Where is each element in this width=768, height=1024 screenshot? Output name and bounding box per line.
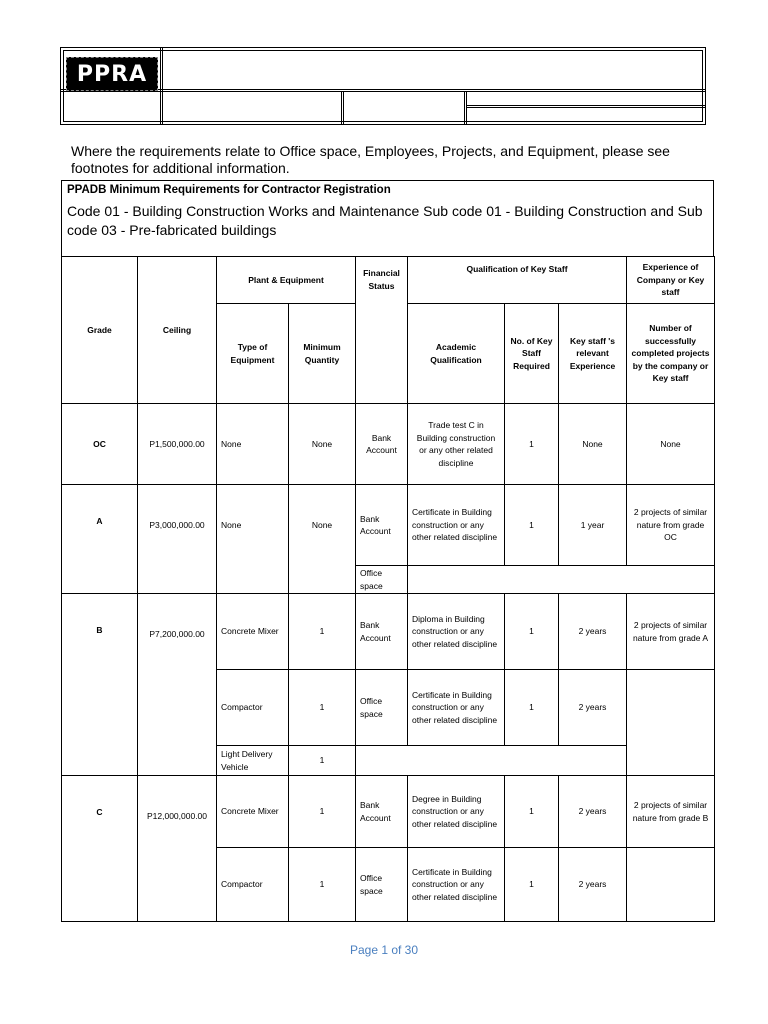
col-header-academic: Academic Qualification [408, 304, 505, 404]
col-header-financial: Financial Status [356, 257, 408, 404]
col-header-ceiling: Ceiling [138, 257, 217, 404]
ppra-logo: PPRA [66, 57, 158, 91]
col-header-type-equipment: Type of Equipment [217, 304, 289, 404]
academic-cell: Certificate in Building construction or any other related discipline [408, 485, 505, 566]
table-subtitle: Code 01 - Building Construction Works and Maintenance Sub code 01 - Building Construction and Sub code 03 - Pre-fabricated buildings [67, 203, 703, 238]
grade-cell: B [62, 594, 138, 776]
empty-cell [356, 746, 627, 776]
quantity-cell: 1 [289, 776, 356, 848]
financial-cell: Bank Account [356, 594, 408, 670]
col-header-qualification: Qualification of Key Staff [408, 257, 627, 304]
table-row-b [62, 594, 715, 670]
financial-cell: Bank Account [356, 776, 408, 848]
financial-cell: Office space [356, 848, 408, 922]
equipment-cell: None [217, 485, 289, 594]
financial-cell: Office space [356, 670, 408, 746]
equipment-cell: Compactor [217, 670, 289, 746]
col-header-no-staff: No. of Key Staff Required [505, 304, 559, 404]
projects-cell: 2 projects of similar nature from grade B [627, 776, 715, 848]
staff-cell: 1 [505, 404, 559, 485]
academic-cell: Trade test C in Building construction or any other related discipline [408, 404, 505, 485]
projects-cell: 2 projects of similar nature from grade A [627, 594, 715, 670]
financial-cell: Bank Account [356, 485, 408, 566]
staff-cell: 1 [505, 485, 559, 566]
col-header-grade: Grade [62, 257, 138, 404]
ceiling-cell: P1,500,000.00 [138, 404, 217, 485]
quantity-cell: 1 [289, 746, 356, 776]
equipment-cell: None [217, 404, 289, 485]
academic-cell: Certificate in Building construction or any other related discipline [408, 848, 505, 922]
table-row-c [62, 776, 715, 848]
quantity-cell: 1 [289, 670, 356, 746]
header-divider-vertical [160, 48, 163, 124]
empty-cell [627, 848, 715, 922]
quantity-cell: 1 [289, 848, 356, 922]
header-cell-divider-3 [466, 105, 705, 108]
experience-cell: 2 years [559, 848, 627, 922]
staff-cell: 1 [505, 848, 559, 922]
table-row-a [62, 485, 715, 566]
equipment-cell: Concrete Mixer [217, 776, 289, 848]
empty-cell [408, 566, 715, 594]
quantity-cell: None [289, 485, 356, 594]
financial-cell: Bank Account [356, 404, 408, 485]
office-cell: Office space [356, 566, 408, 594]
ceiling-cell: P3,000,000.00 [138, 485, 217, 594]
col-header-experience: Experience of Company or Key staff [627, 257, 715, 304]
intro-paragraph: Where the requirements relate to Office space, Employees, Projects, and Equipment, please see footnotes for additional information. [71, 143, 670, 176]
experience-cell: 1 year [559, 485, 627, 566]
header-cell-divider-1 [341, 91, 344, 124]
quantity-cell: None [289, 404, 356, 485]
staff-cell: 1 [505, 670, 559, 746]
experience-cell: None [559, 404, 627, 485]
experience-cell: 2 years [559, 776, 627, 848]
col-header-min-quantity: Minimum Quantity [289, 304, 356, 404]
requirements-table [61, 256, 715, 922]
academic-cell: Degree in Building construction or any other related discipline [408, 776, 505, 848]
staff-cell: 1 [505, 594, 559, 670]
col-header-staff-experience: Key staff 's relevant Experience [559, 304, 627, 404]
projects-cell: None [627, 404, 715, 485]
col-header-plant: Plant & Equipment [217, 257, 356, 304]
page-number: Page 1 of 30 [349, 943, 419, 957]
empty-cell [627, 670, 715, 776]
table-row-oc [62, 404, 715, 485]
grade-cell: A [62, 485, 138, 594]
academic-cell: Diploma in Building construction or any other related discipline [408, 594, 505, 670]
equipment-cell: Light Delivery Vehicle [217, 746, 289, 776]
staff-cell: 1 [505, 776, 559, 848]
ceiling-cell: P12,000,000.00 [138, 776, 217, 922]
col-header-projects: Number of successfully completed projects by the company or Key staff [627, 304, 715, 404]
projects-cell: 2 projects of similar nature from grade OC [627, 485, 715, 566]
table-title: PPADB Minimum Requirements for Contractor Registration [67, 184, 391, 196]
quantity-cell: 1 [289, 594, 356, 670]
academic-cell: Certificate in Building construction or any other related discipline [408, 670, 505, 746]
grade-cell: C [62, 776, 138, 922]
equipment-cell: Compactor [217, 848, 289, 922]
ceiling-cell: P7,200,000.00 [138, 594, 217, 776]
experience-cell: 2 years [559, 594, 627, 670]
equipment-cell: Concrete Mixer [217, 594, 289, 670]
grade-cell: OC [62, 404, 138, 485]
experience-cell: 2 years [559, 670, 627, 746]
